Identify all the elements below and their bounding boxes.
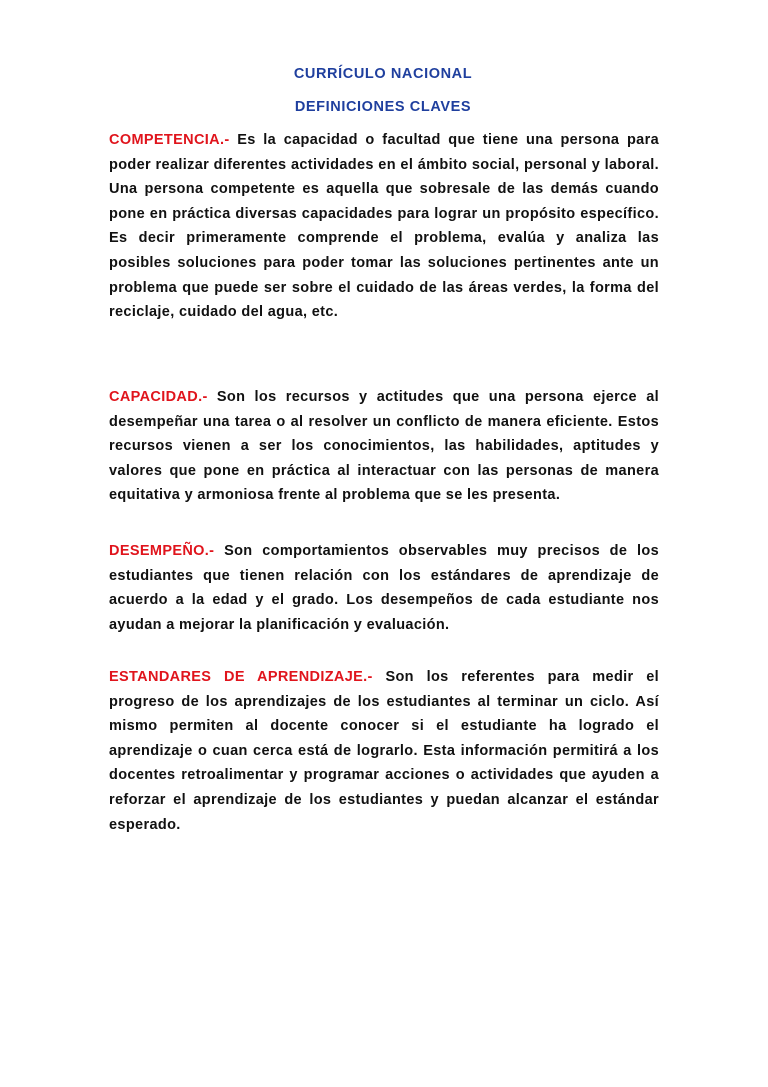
definition-term: ESTANDARES DE APRENDIZAJE.- (109, 669, 373, 685)
document-subtitle-text: DEFINICIONES CLAVES (294, 99, 472, 115)
document-subtitle (0, 99, 768, 115)
definition-text: Son comportamientos observables muy precisos de los estudiantes que tienen relación con los estándares de aprendizaje de acuerdo a la edad y el grado. Los desempeños de cada estudiante nos ayudan a mejorar la planificación y evaluación. (109, 543, 659, 633)
document-title (0, 66, 768, 82)
definition-text: Son los referentes para medir el progreso de los aprendizajes de los estudiantes al terminar un ciclo. Así mismo permiten al docente conocer si el estudiante ha logrado el aprendizaje o cuan cerca está de lograrlo. Esta información permitirá a los docentes retroalimentar y programar acciones o actividades que ayuden a reforzar el aprendizaje de los estudiantes y puedan alcanzar el estándar esperado. (109, 669, 659, 833)
definition-capacidad (109, 385, 659, 508)
definition-term: DESEMPEÑO.- (109, 543, 215, 559)
definition-competencia (109, 128, 659, 325)
definition-term: CAPACIDAD.- (109, 389, 208, 405)
definition-text: Es la capacidad o facultad que tiene una persona para poder realizar diferentes actividades en el ámbito social, personal y laboral. Una persona competente es aquella que sobresale de las demás cuando pone en práctica diversas capacidades para lograr un propósito específico. Es decir primeramente comprende el problema, evalúa y analiza las posibles soluciones para poder tomar las soluciones pertinentes ante un problema que puede ser sobre el cuidado de las áreas verdes, la forma del reciclaje, cuidado del agua, etc. (109, 132, 659, 321)
definition-estandares (109, 665, 659, 837)
definition-text: Son los recursos y actitudes que una persona ejerce al desempeñar una tarea o al resolver un conflicto de manera eficiente. Estos recursos vienen a ser los conocimientos, las habilidades, aptitudes y valores que pone en práctica al interactuar con las personas de manera equitativa y armoniosa frente al problema que se les presenta. (109, 389, 659, 504)
definition-desempeno (109, 539, 659, 637)
definition-term: COMPETENCIA.- (109, 132, 230, 148)
document-title-text: CURRÍCULO NACIONAL (293, 66, 473, 82)
